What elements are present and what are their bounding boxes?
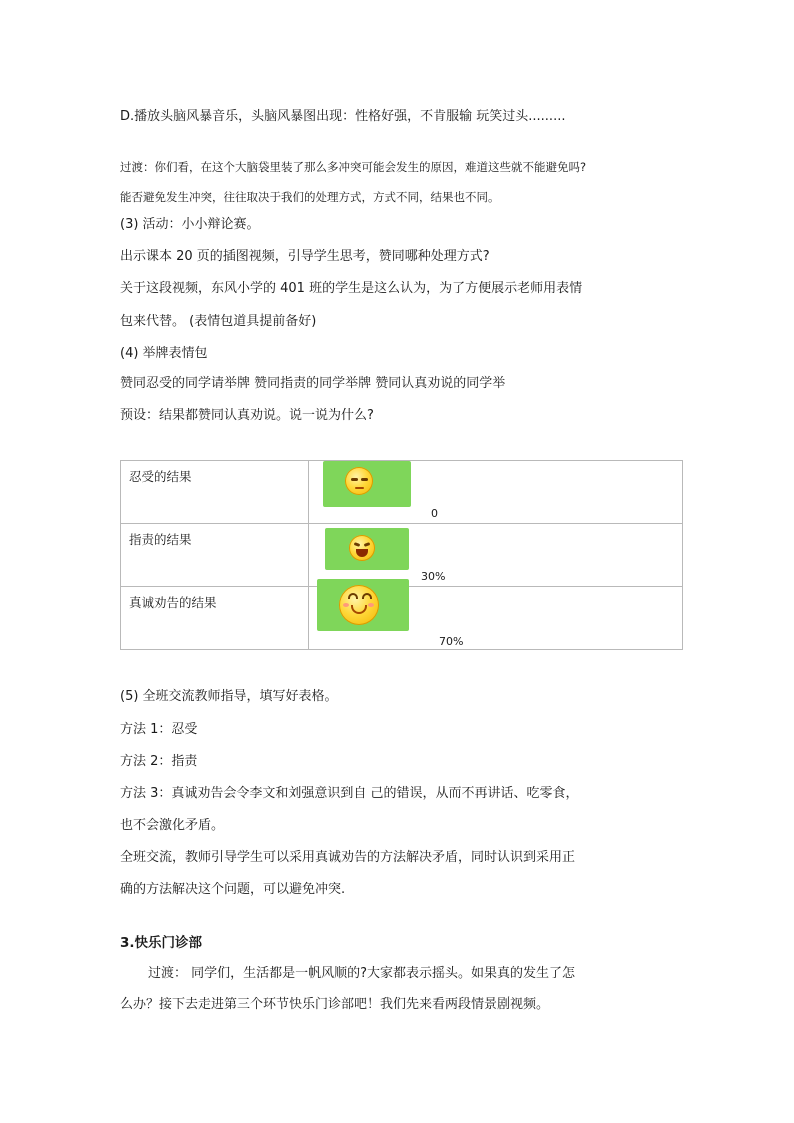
summary-line-1: 全班交流，教师引导学生可以采用真诚劝告的方法解决矛盾，同时认识到采用正 <box>120 850 576 865</box>
emoji-background <box>317 579 409 631</box>
show-video-line: 出示课本 20 页的插图视频，引导学生思考，赞同哪种处理方式? <box>120 249 490 264</box>
method-1-line: 方法 1：忍受 <box>120 722 198 737</box>
emoji-background <box>323 461 411 507</box>
laughing-face-icon <box>349 535 375 561</box>
row-emoji-cell <box>309 461 683 524</box>
row-label: 真诚劝告的结果 <box>121 587 309 650</box>
emoji-pack-line: 包来代替。 (表情包道具提前备好) <box>120 314 317 329</box>
row-percent: 0 <box>431 507 438 520</box>
row-emoji-cell <box>309 587 683 650</box>
raise-cards-line: 赞同忍受的同学请举牌 赞同指责的同学举牌 赞同认真劝说的同学举 <box>120 376 506 391</box>
item-5-heading: (5) 全班交流教师指导，填写好表格。 <box>120 689 338 704</box>
row-label: 指责的结果 <box>121 524 309 587</box>
row-percent: 70% <box>439 635 464 648</box>
activity-3-heading: (3) 活动：小小辩论赛。 <box>120 217 260 232</box>
section-3-title: 3.快乐门诊部 <box>120 935 203 951</box>
table-row <box>121 461 683 524</box>
transition-line-1: 过渡：你们看，在这个大脑袋里装了那么多冲突可能会发生的原因，难道这些就不能避免吗? <box>120 160 587 174</box>
table-row <box>121 524 683 587</box>
preset-line: 预设：结果都赞同认真劝说。说一说为什么? <box>120 408 374 423</box>
row-label: 忍受的结果 <box>121 461 309 524</box>
method-3-line: 方法 3：真诚劝告会令李文和刘强意识到自 己的错误，从而不再讲话、吃零食， <box>120 786 579 801</box>
unamused-face-icon <box>345 467 373 495</box>
smiling-face-icon <box>339 585 379 625</box>
transition-3-line-2: 么办？接下去走进第三个环节快乐门诊部吧！我们先来看两段情景剧视频。 <box>120 997 550 1012</box>
item-4-heading: (4) 举牌表情包 <box>120 346 208 361</box>
results-table <box>120 460 683 650</box>
about-video-line: 关于这段视频，东风小学的 401 班的学生是这么认为，为了方便展示老师用表情 <box>120 281 583 296</box>
transition-line-2: 能否避免发生冲突，往往取决于我们的处理方式，方式不同，结果也不同。 <box>120 190 500 204</box>
row-emoji-cell <box>309 524 683 587</box>
row-percent: 30% <box>421 570 446 583</box>
method-2-line: 方法 2：指责 <box>120 754 198 769</box>
table-row <box>121 587 683 650</box>
method-3-continued: 也不会激化矛盾。 <box>120 818 225 833</box>
emoji-background <box>325 528 409 570</box>
summary-line-2: 确的方法解决这个问题，可以避免冲突. <box>120 882 346 897</box>
step-d-line: D.播放头脑风暴音乐，头脑风暴图出现：性格好强，不肯服输 玩笑过头......... <box>120 109 566 124</box>
transition-3-line-1: 过渡： 同学们，生活都是一帆风顺的?大家都表示摇头。如果真的发生了怎 <box>148 966 576 981</box>
